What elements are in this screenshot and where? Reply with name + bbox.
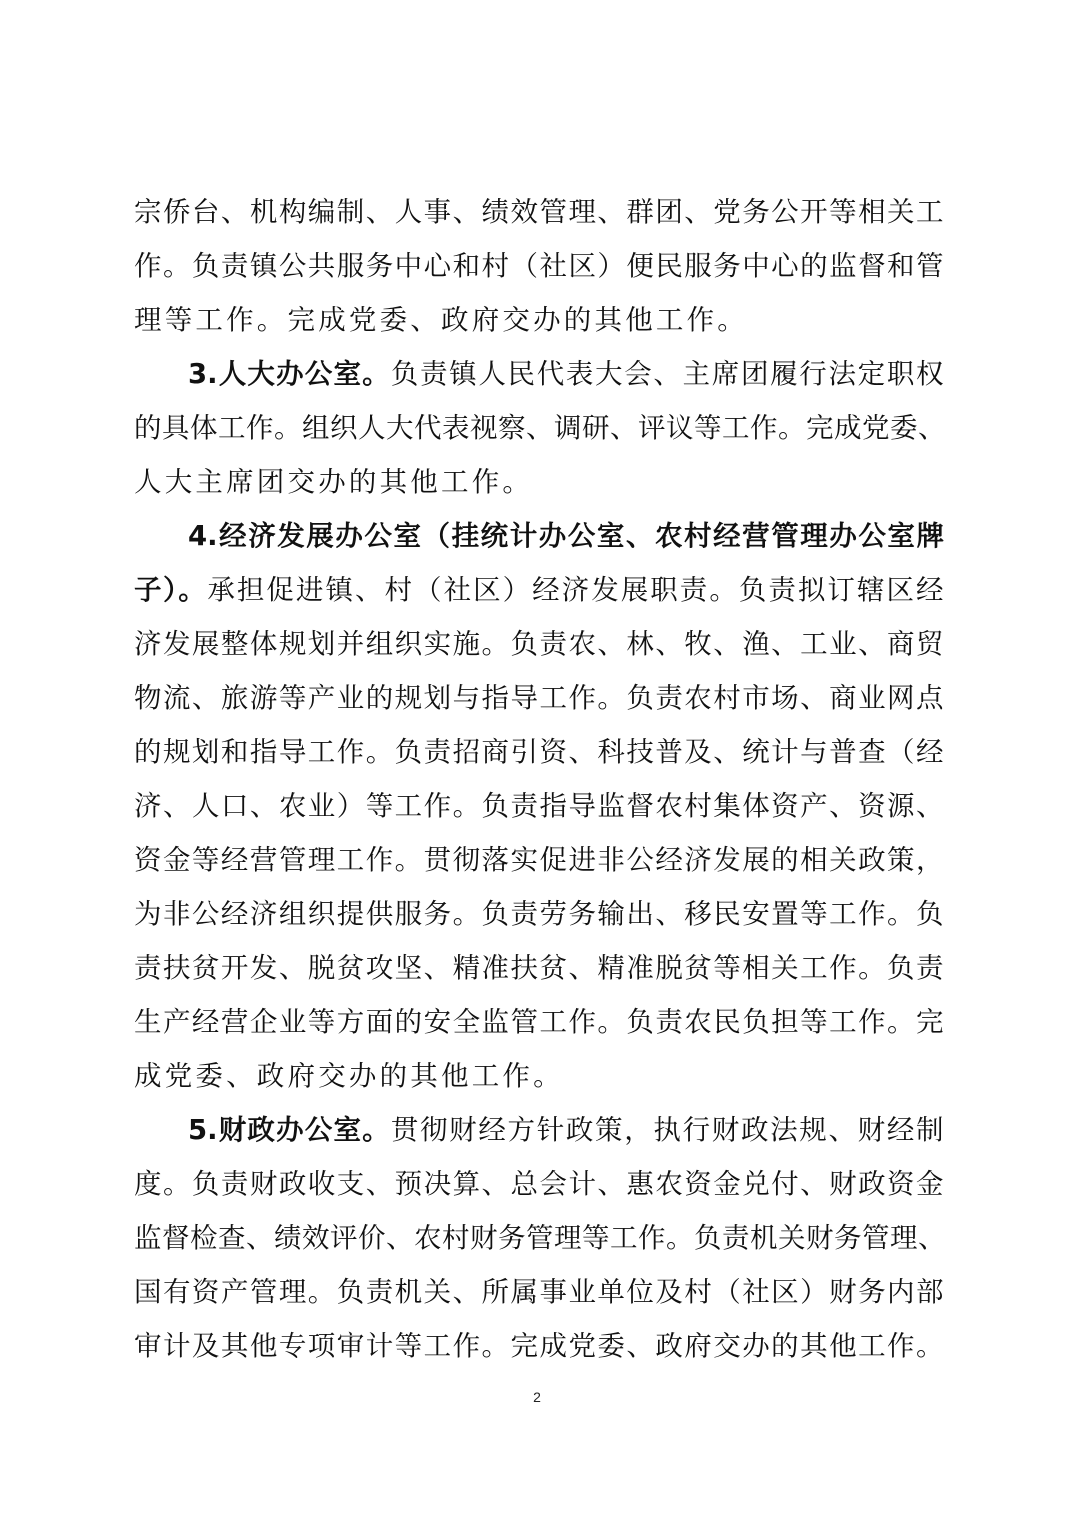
text-line: 国有资产管理。负责机关、所属事业单位及村（社区）财务内部 <box>134 1276 944 1308</box>
text-line: 的规划和指导工作。负责招商引资、科技普及、统计与普查（经 <box>134 736 944 768</box>
section-4-heading: 4.经济发展办公室（挂统计办公室、农村经营管理办公室牌 <box>188 520 944 552</box>
text-line: 监督检查、绩效评价、农村财务管理等工作。负责机关财务管理、 <box>134 1222 946 1254</box>
section-4-heading-end: 子）。 <box>134 574 208 606</box>
text-line: 的具体工作。组织人大代表视察、调研、评议等工作。完成党委、 <box>134 412 946 444</box>
text-line: 理等工作。完成党委、政府交办的其他工作。 <box>134 304 748 336</box>
section-4-text: 承担促进镇、村（社区）经济发展职责。负责拟订辖区经 <box>207 574 945 606</box>
text-line: 成党委、政府交办的其他工作。 <box>134 1060 564 1092</box>
section-3-heading: 3.人大办公室。 <box>188 358 391 390</box>
text-line: 为非公经济组织提供服务。负责劳务输出、移民安置等工作。负 <box>134 898 944 930</box>
text-line: 度。负责财政收支、预决算、总会计、惠农资金兑付、财政资金 <box>134 1168 944 1200</box>
text-line: 人大主席团交办的其他工作。 <box>134 466 534 498</box>
section-5-heading: 5.财政办公室。 <box>188 1114 391 1146</box>
section-3-first-line <box>134 347 944 401</box>
text-line: 资金等经营管理工作。贯彻落实促进非公经济发展的相关政策， <box>134 844 944 876</box>
section-5-first-line <box>134 1103 944 1157</box>
text-line: 济、人口、农业）等工作。负责指导监督农村集体资产、资源、 <box>134 790 944 822</box>
text-line: 责扶贫开发、脱贫攻坚、精准扶贫、精准脱贫等相关工作。负责 <box>134 952 944 984</box>
page-number: 2 <box>533 1389 541 1405</box>
section-3-text: 负责镇人民代表大会、主席团履行法定职权 <box>390 358 944 390</box>
section-5-text: 贯彻财经方针政策，执行财政法规、财经制 <box>390 1114 944 1146</box>
text-line: 宗侨台、机构编制、人事、绩效管理、群团、党务公开等相关工 <box>134 196 944 228</box>
text-line: 生产经营企业等方面的安全监管工作。负责农民负担等工作。完 <box>134 1006 944 1038</box>
text-line: 济发展整体规划并组织实施。负责农、林、牧、渔、工业、商贸 <box>134 628 944 660</box>
document-body <box>134 185 944 1373</box>
text-line: 作。负责镇公共服务中心和村（社区）便民服务中心的监督和管 <box>134 250 944 282</box>
text-line: 物流、旅游等产业的规划与指导工作。负责农村市场、商业网点 <box>134 682 944 714</box>
text-line: 审计及其他专项审计等工作。完成党委、政府交办的其他工作。 <box>134 1330 944 1362</box>
section-4-second-line <box>134 563 944 617</box>
